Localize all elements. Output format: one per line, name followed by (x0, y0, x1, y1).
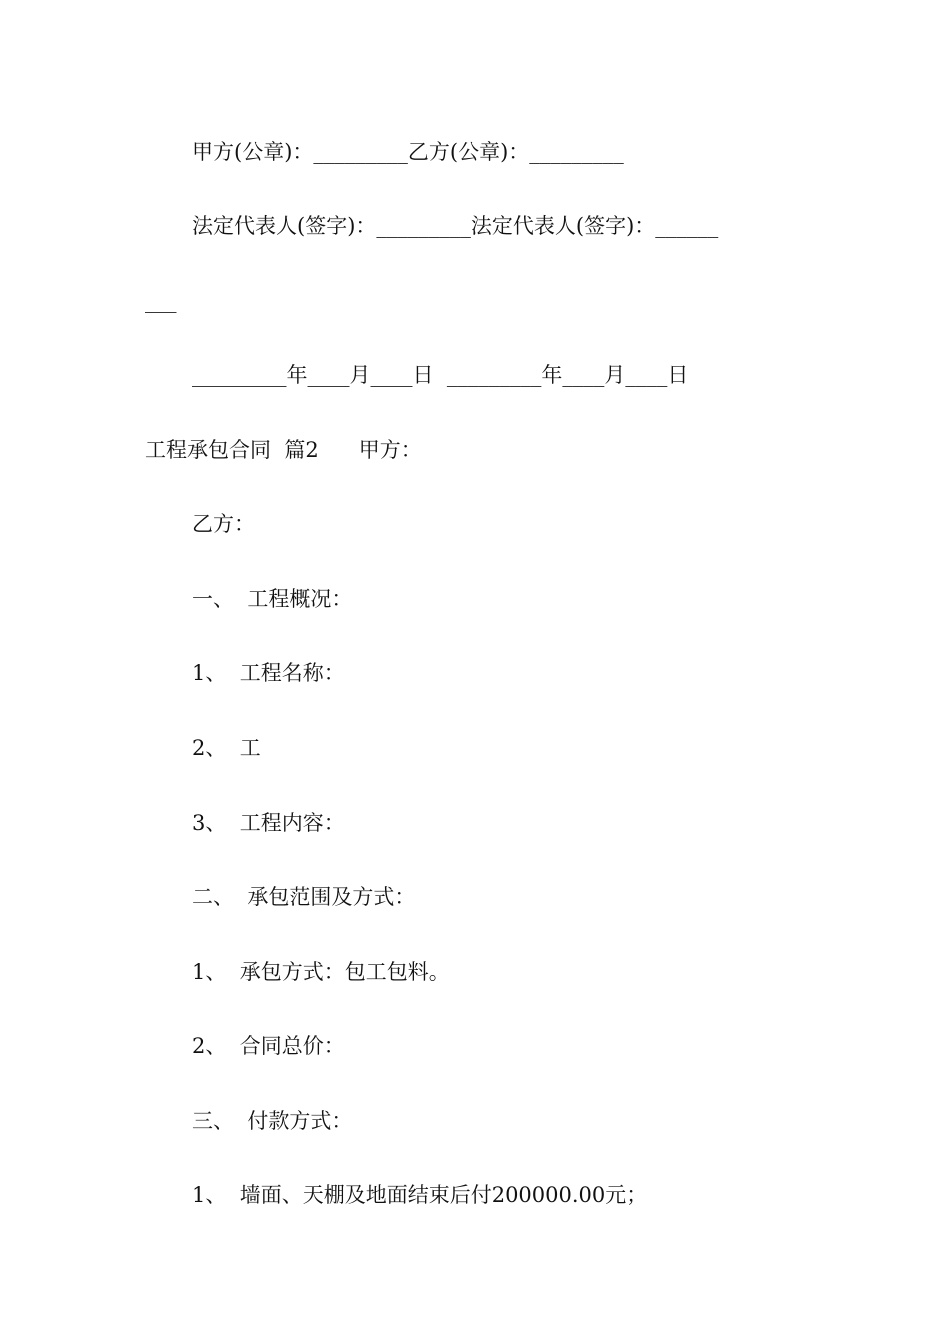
signature-line-representatives: 法定代表人(签字)：_________法定代表人(签字)：______ (192, 214, 719, 238)
signature-line-continuation: ___ (145, 289, 177, 313)
item-2: 2、 工 (192, 736, 261, 760)
item-project-name: 1、 工程名称： (192, 661, 345, 685)
date-line: _________年____月____日 _________年____月____日 (192, 363, 689, 387)
section-heading-overview: 一、 工程概况： (192, 587, 353, 611)
signature-line-seals: 甲方(公章)：_________乙方(公章)：_________ (192, 140, 624, 164)
party-b-line: 乙方： (192, 512, 255, 536)
item-payment-1: 1、 墙面、天棚及地面结束后付200000.00元； (192, 1183, 648, 1207)
section-heading-scope: 二、 承包范围及方式： (192, 885, 416, 909)
item-project-content: 3、 工程内容： (192, 811, 345, 835)
item-total-price: 2、 合同总价： (192, 1034, 345, 1058)
contract-title-part-2: 工程承包合同 篇2 甲方： (145, 438, 422, 462)
item-contract-method: 1、 承包方式：包工包料。 (192, 960, 450, 984)
section-heading-payment: 三、 付款方式： (192, 1109, 353, 1133)
